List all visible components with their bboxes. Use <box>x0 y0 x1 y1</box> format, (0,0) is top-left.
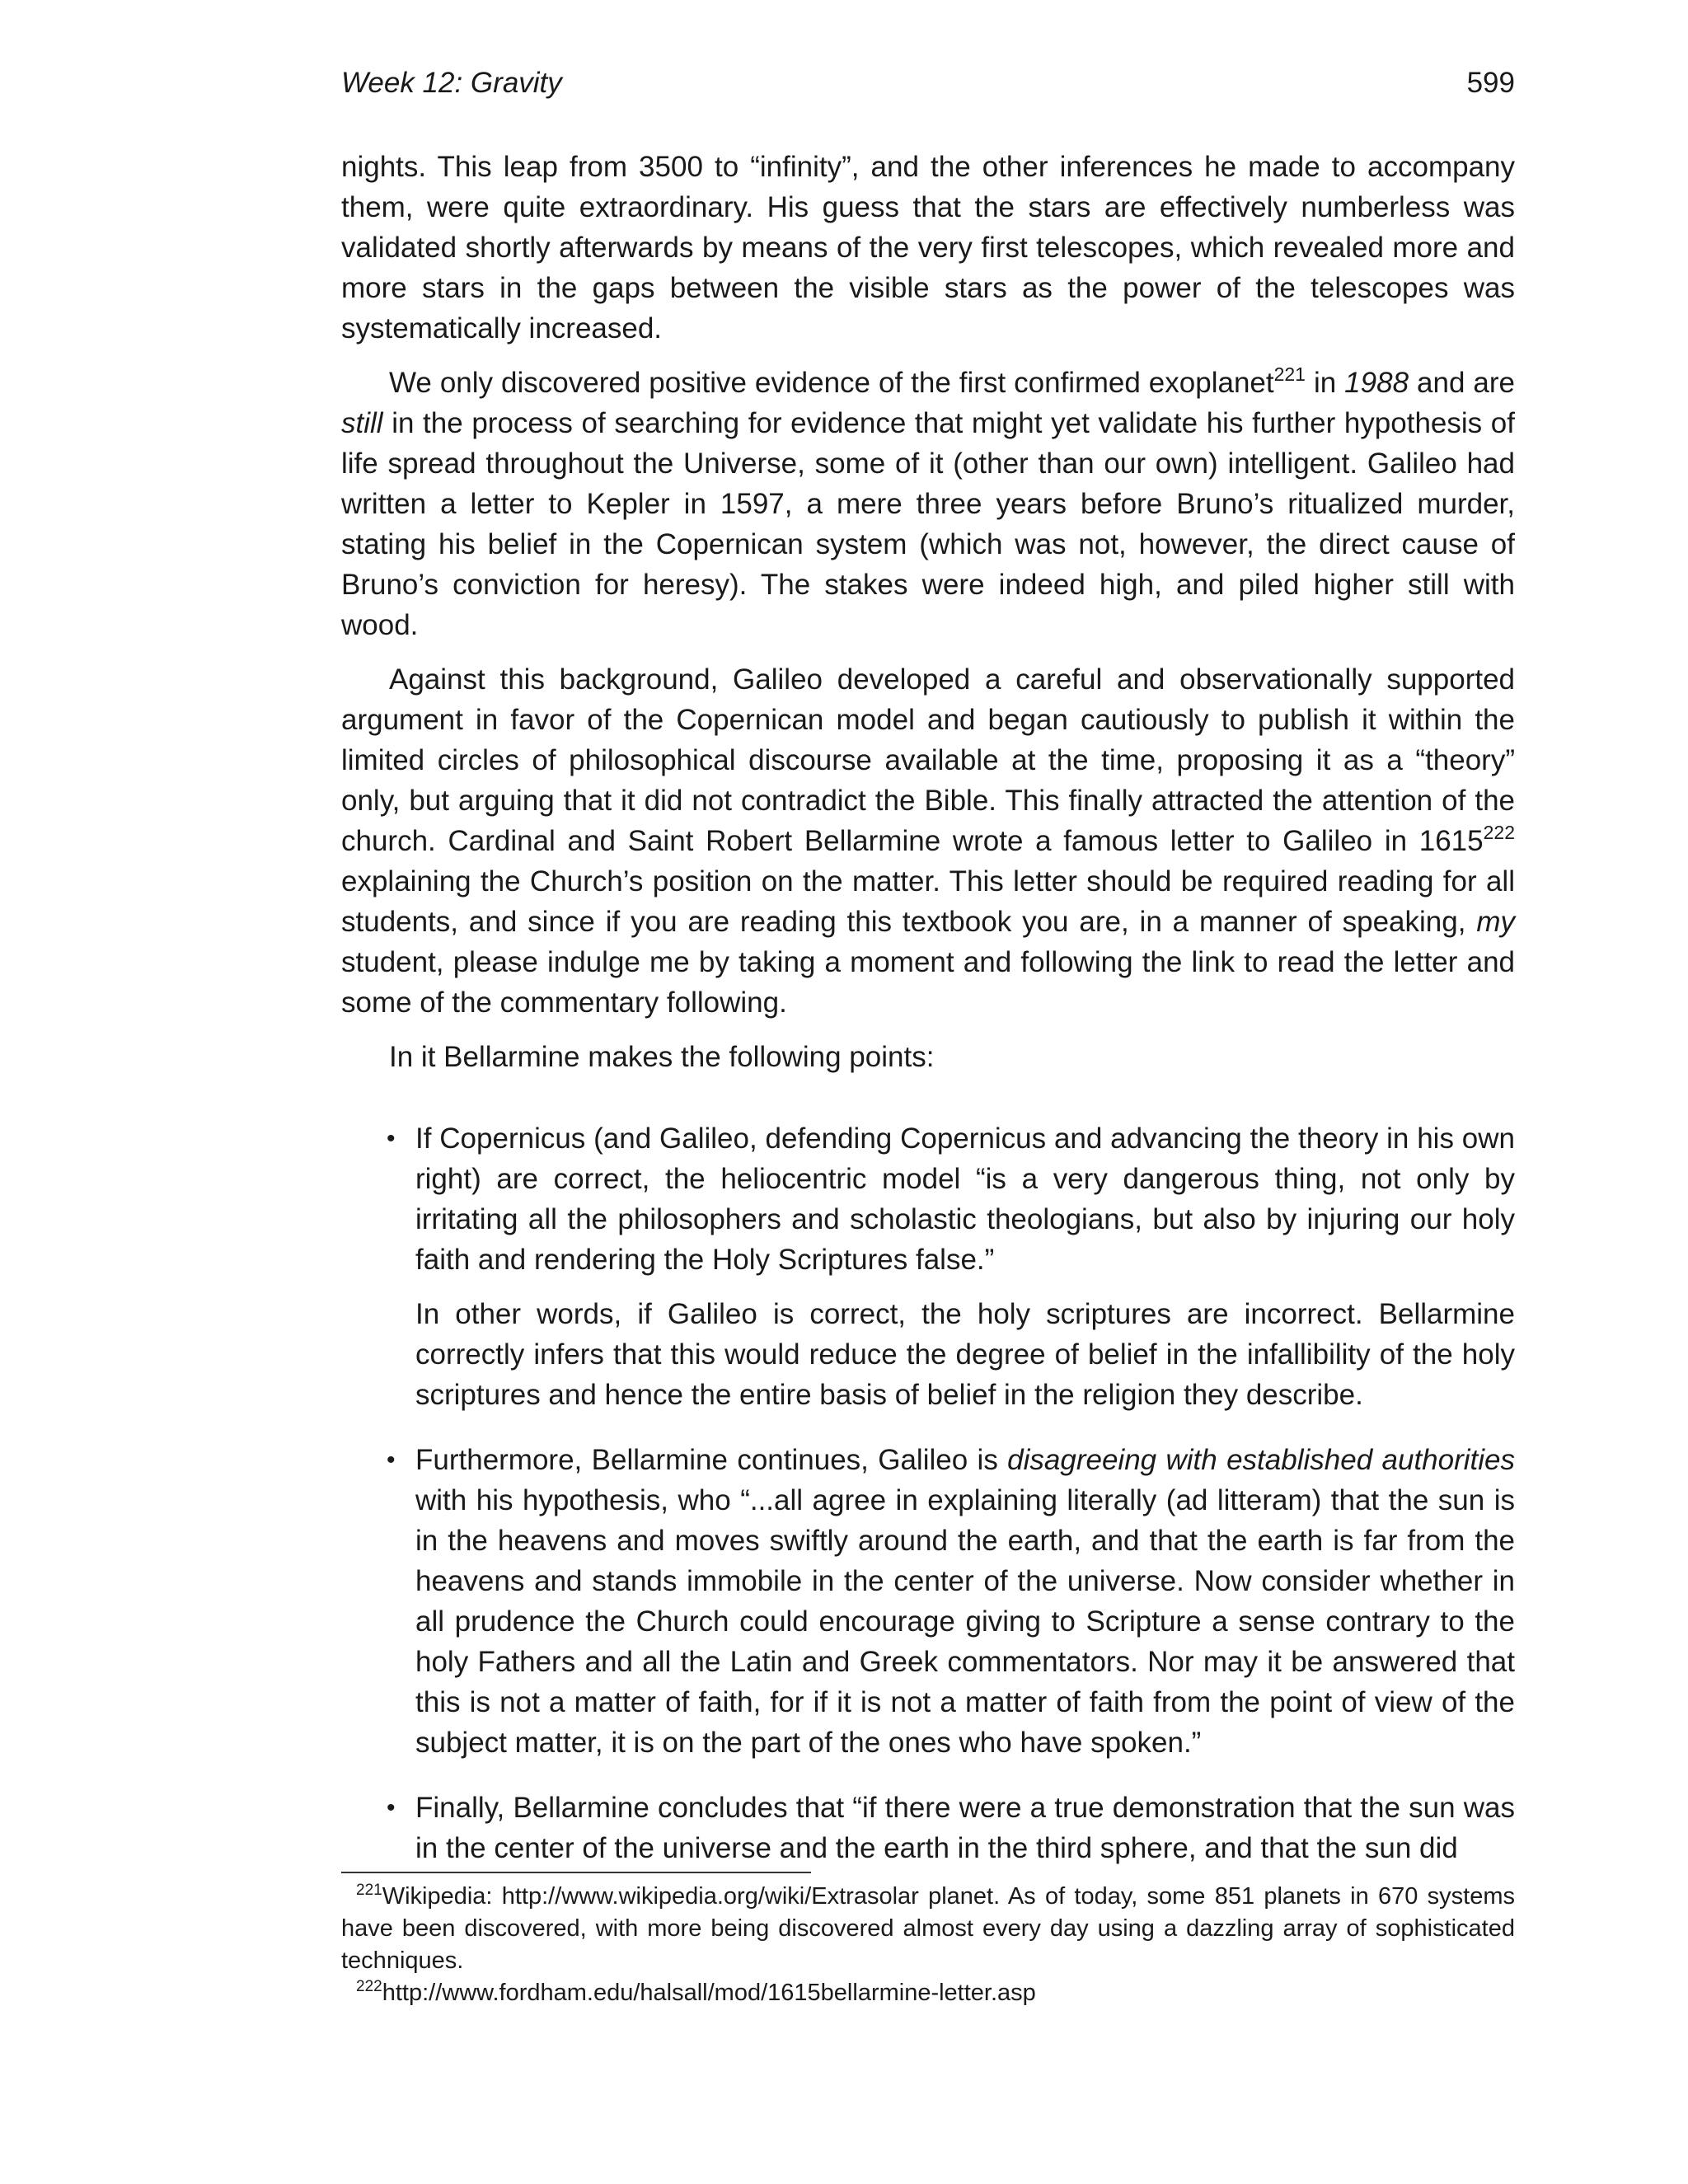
bellarmine-points-list <box>341 1118 1515 1868</box>
paragraph-2-text-b: in <box>1305 367 1345 399</box>
list-item <box>341 1118 1515 1415</box>
list-item <box>341 1788 1515 1868</box>
footnote-222-link[interactable]: http://www.fordham.edu/halsall/mod/1615bellarmine-letter.asp <box>382 1980 1036 2006</box>
paragraph-3-text-b: explaining the Church’s position on the matter. This letter should be required reading for all students, and since if you are reading this textbook you are, in a manner of speaking, <box>341 865 1515 938</box>
paragraph-4: In it Bellarmine makes the following points: <box>389 1041 935 1073</box>
emphasis-my: my <box>1476 906 1515 938</box>
list-item <box>341 1440 1515 1763</box>
main-text <box>341 147 1515 1893</box>
footnote-divider <box>341 1872 811 1873</box>
footnote-222 <box>341 1977 1515 2009</box>
bullet-3-text: Finally, Bellarmine concludes that “if there were a true demonstration that the sun was in the center of the universe and the earth in the third sphere, and that the sun did <box>415 1792 1515 1864</box>
bullet-2-text-b: with his hypothesis, who “...all agree in explaining literally (ad litteram) that the sun is in the heavens and moves swiftly around the earth, and that the earth is far from the heavens and stands immobile in the center of the universe. Now consider whether in all prudence the Church could encourage giving to Scripture a sense contrary to the holy Fathers and all the Latin and Greek commentators. Nor may it be answered that this is not a matter of faith, for if it is not a matter of faith from the point of view of the subject matter, it is on the part of the ones who have spoken.” <box>415 1484 1515 1759</box>
chapter-title: Week 12: Gravity <box>341 67 562 99</box>
bullet-1-text: If Copernicus (and Galileo, defending Copernicus and advancing the theory in his own right) are correct, the heliocentric model “is a very dangerous thing, not only by irritating all the philosophers and scholastic theologians, but also by injuring our holy faith and rendering the Holy Scriptures false.” <box>415 1122 1515 1276</box>
paragraph-3 <box>341 659 1515 1023</box>
bullet-icon: • <box>387 1125 396 1152</box>
emphasis-1988: 1988 <box>1344 367 1409 399</box>
running-header <box>341 63 1515 104</box>
bullet-2-text <box>415 1440 1515 1763</box>
paragraph-2-text-c: and are <box>1409 367 1515 399</box>
paragraph-2-text-a: We only discovered positive evidence of the first confirmed exoplanet <box>389 367 1274 399</box>
bullet-1-followup: In other words, if Galileo is correct, the holy scriptures are incorrect. Bellarmine correctly infers that this would reduce the degree of belief in the infallibility of the holy scriptures and hence the entire basis of belief in the religion they describe. <box>415 1298 1515 1411</box>
page-number: 599 <box>1466 67 1515 99</box>
paragraph-2-text-d: in the process of searching for evidence that might yet validate his further hypothesis of life spread throughout the Universe, some of it (other than our own) intelligent. Galileo had written a letter to Kepler in 1597, a mere three years before Bruno’s ritualized murder, stating his belief in the Copernican system (which was not, however, the direct cause of Bruno’s conviction for heresy). The stakes were indeed high, and piled higher still with wood. <box>341 407 1515 641</box>
bullet-icon: • <box>387 1446 396 1474</box>
footnote-ref-222[interactable]: 222 <box>1483 822 1515 843</box>
paragraph-3-text-c: student, please indulge me by taking a moment and following the link to read the letter and some of the commentary following. <box>341 946 1515 1019</box>
footnote-mark-221: 221 <box>356 1882 382 1899</box>
footnote-mark-222: 222 <box>356 1978 382 1995</box>
paragraph-1: nights. This leap from 3500 to “infinity”, and the other inferences he made to accompany them, were quite extraordinary. His guess that the stars are effectively numberless was validated shortly afterwards by means of the very first telescopes, which revealed more and more stars in the gaps between the visible stars as the power of the telescopes was systematically increased. <box>341 151 1515 344</box>
emphasis-still: still <box>341 407 383 439</box>
footnote-221 <box>341 1881 1515 1977</box>
footnote-ref-221[interactable]: 221 <box>1273 363 1306 385</box>
paragraph-2 <box>341 363 1515 645</box>
emphasis-established-authorities: disagreeing with established authorities <box>1007 1444 1515 1476</box>
footnotes <box>341 1881 1515 2009</box>
document-page <box>341 0 1515 2184</box>
bullet-2-text-a: Furthermore, Bellarmine continues, Galileo is <box>415 1444 1008 1476</box>
paragraph-3-text-a: Against this background, Galileo developed a careful and observationally supported argument in favor of the Copernican model and began cautiously to publish it within the limited circles of philosophical discourse available at the time, proposing it as a “theory” only, but arguing that it did not contradict the Bible. This finally attracted the attention of the church. Cardinal and Saint Robert Bellarmine wrote a famous letter to Galileo in 1615 <box>341 663 1515 857</box>
footnote-221-text[interactable]: Wikipedia: http://www.wikipedia.org/wiki/Extrasolar planet. As of today, some 851 planets in 670 systems have been discovered, with more being discovered almost every day using a dazzling array of sophisticated techniques. <box>341 1883 1515 1974</box>
bullet-icon: • <box>387 1794 396 1821</box>
